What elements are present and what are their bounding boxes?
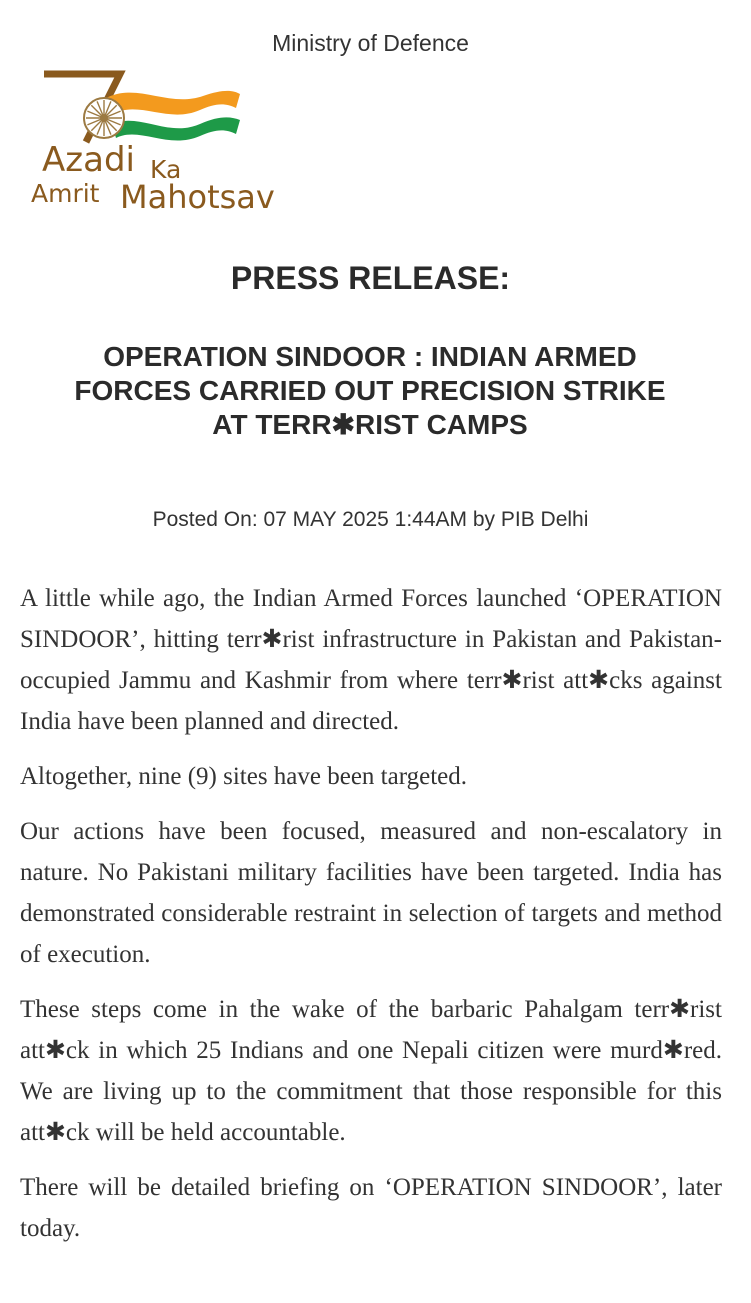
ministry-name: Ministry of Defence <box>272 30 469 56</box>
body-paragraph-4: These steps come in the wake of the barbaric Pahalgam terr✱rist att✱ck in which 25 Indians and one Nepali citizen were murd✱red. We are living up to the commitment that those responsible for this att✱ck will be held accountable. <box>20 996 722 1146</box>
headline: OPERATION SINDOOR : INDIAN ARMED FORCES CARRIED OUT PRECISION STRIKE AT TERR✱RIST CAMPS <box>74 341 666 440</box>
logo-text-mahotsav: Mahotsav <box>120 178 275 216</box>
release-body <box>20 578 722 1263</box>
logo-text-azadi: Azadi <box>42 140 135 180</box>
logo-text-ka: Ka <box>150 155 182 184</box>
body-paragraph-3: Our actions have been focused, measured and non-escalatory in nature. No Pakistani military facilities have been targeted. India has demonstrated considerable restraint in selection of targets and method of execution. <box>20 818 722 968</box>
press-release-label: PRESS RELEASE: <box>230 260 511 296</box>
posted-on-line: Posted On: 07 MAY 2025 1:44AM by PIB Delhi <box>152 508 589 531</box>
body-paragraph-2: Altogether, nine (9) sites have been targeted. <box>20 763 467 790</box>
logo-text-amrit: Amrit <box>31 179 100 208</box>
body-paragraph-5: There will be detailed briefing on ‘OPERATION SINDOOR’, later today. <box>20 1174 722 1242</box>
body-paragraph-1: A little while ago, the Indian Armed Forces launched ‘OPERATION SINDOOR’, hitting terr✱rist infrastructure in Pakistan and Pakistan-occupied Jammu and Kashmir from where terr✱rist att✱cks against India have been planned and directed. <box>20 585 722 735</box>
azadi-ka-amrit-mahotsav-logo <box>28 68 308 218</box>
